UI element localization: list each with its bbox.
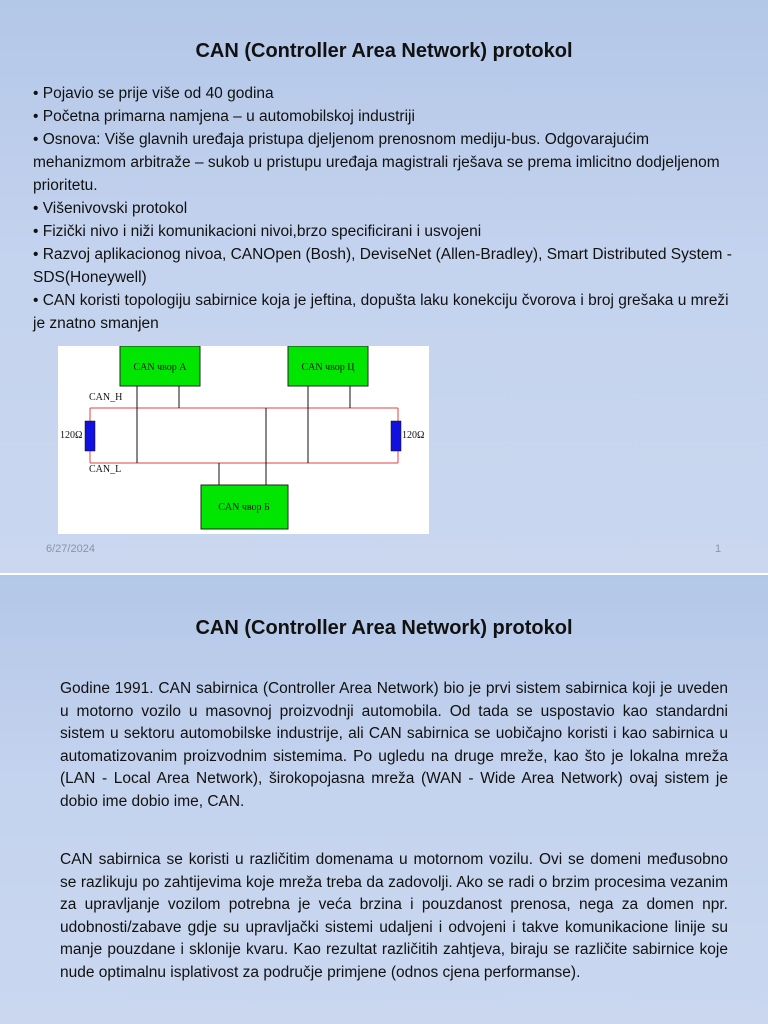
can-node-c-label: CAN чвор Ц [301, 362, 355, 373]
slide-title: CAN (Controller Area Network) protokol [195, 617, 573, 639]
resistor-right [391, 421, 401, 451]
bullet-item: • Osnova: Više glavnih uređaja pristupa djeljenom prenosnom mediju-bus. Odgovarajućim mehanizmom arbitraže – sukob u pristupu uređaja magistrali rješava se prema imlicitno dodjeljenom prioritetu. [33, 131, 720, 194]
resistor-left-label: 120Ω [60, 430, 83, 441]
bullet-item: • Višenivovski protokol [33, 200, 188, 217]
body-paragraph: CAN sabirnica se koristi u različitim domenama u motornom vozilu. Ovi se domeni međusobno se razlikuju po zahtijevima koje mreža treba da zadovolji. Ako se radi o brzim procesima vezanim za upravljanje vozilom potrebna je veća brzina i pouzdanost prenosa, nega za domen npr. udobnosti/zabave gdje su upravljački sistemi udaljeni i odvojeni i takve komunikacione linije su manje pouzdane i sklonije kvaru. Kao rezultat različitih zahtjeva, biraju se različite sabirnice koje nude optimalnu isplativost za područje primjene (odnos cjena performanse). [60, 851, 728, 981]
slide-date: 6/27/2024 [46, 543, 95, 555]
bullet-list [33, 82, 733, 335]
can-node-b-label: CAN чвор Б [218, 502, 270, 513]
resistor-left [85, 421, 95, 451]
bullet-item: • Pojavio se prije više od 40 godina [33, 85, 274, 102]
resistor-right-label: 120Ω [402, 430, 425, 441]
can-h-label: CAN_H [89, 392, 123, 403]
can-bus-diagram-svg [58, 346, 429, 534]
slide-number: 1 [715, 543, 722, 555]
slide-title: CAN (Controller Area Network) protokol [195, 40, 573, 62]
can-bus-diagram [58, 346, 429, 534]
bullet-item: • Početna primarna namjena – u automobilskoj industriji [33, 108, 415, 125]
slide-2 [0, 575, 768, 1024]
bullet-item: • Fizički nivo i niži komunikacioni nivoi,brzo specificirani i usvojeni [33, 223, 482, 240]
body-paragraph: Godine 1991. CAN sabirnica (Controller Area Network) bio je prvi sistem sabirnica koji je uveden u motorno vozilo u masovnoj proizvodnji automobila. Od tada se uspostavio kao standardni sistem u sektoru automobilske industrije, ali CAN sabirnica se uobičajno koristi i kao sabirnica u automatizovanim proizvodnim sistemima. Po ugledu na druge mreže, kao što je lokalna mreža (LAN - Local Area Network), širokopojasna mreža (WAN - Wide Area Network) ovaj sistem je dobio ime dobio ime, CAN. [60, 680, 728, 810]
bullet-item: • CAN koristi topologiju sabirnice koja je jeftina, dopušta laku konekciju čvorova i broj grešaka u mreži je znatno smanjen [33, 292, 729, 332]
can-l-label: CAN_L [89, 464, 122, 475]
can-node-a-label: CAN чвор А [133, 362, 187, 373]
bullet-item: • Razvoj aplikacionog nivoa, CANOpen (Bosh), DeviseNet (Allen-Bradley), Smart Distributed System - SDS(Honeywell) [33, 246, 732, 286]
